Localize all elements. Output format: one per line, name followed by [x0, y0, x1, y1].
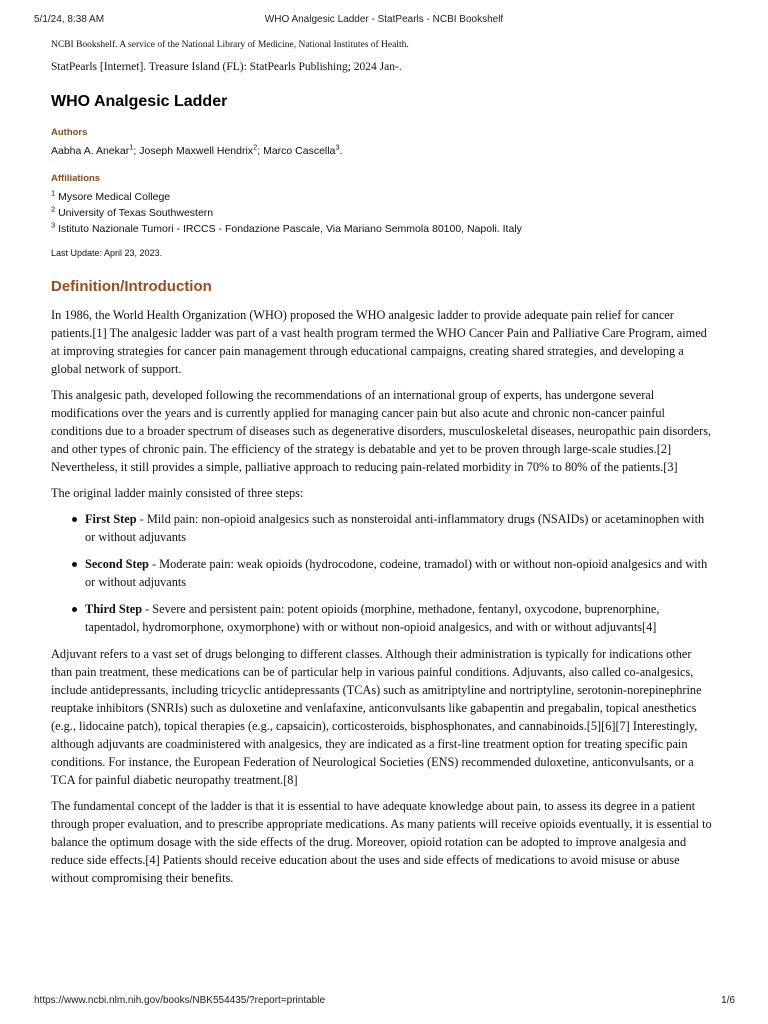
affiliation-num: 3 [51, 220, 56, 230]
last-update: Last Update: April 23, 2023. [51, 248, 163, 258]
author-name[interactable]: Aabha A. Anekar [51, 145, 130, 157]
citation: StatPearls [Internet]. Treasure Island (FL): StatPearls Publishing; 2024 Jan-. [51, 61, 402, 73]
paragraph: In 1986, the World Health Organization (WHO) proposed the WHO analgesic ladder to provide adequate pain relief for cancer patients.[1] The analgesic ladder was part of a vast health program termed the WHO Cancer Pain and Palliative Care Program, aimed at improving strategies for cancer pain management through educational campaigns, creating shared strategies, and developing a global network of support. [51, 308, 707, 376]
print-datetime: 5/1/24, 8:38 AM [34, 14, 105, 25]
affiliation-num: 1 [51, 188, 56, 198]
step-text: - Mild pain: non-opioid analgesics such as nonsteroidal anti-inflammatory drugs (NSAIDs) or acetaminophen with or without adjuvants [85, 512, 705, 544]
ladder-steps-list [51, 510, 713, 636]
step-name: First Step [85, 512, 137, 526]
step-text: - Severe and persistent pain: potent opioids (morphine, methadone, fentanyl, oxycodone, buprenorphine, tapentadol, hydromorphone, oxymorphone) with or without non-opioid analgesics, and with or without adjuvants[4] [85, 602, 660, 634]
list-item [85, 555, 713, 591]
paragraph: This analgesic path, developed following the recommendations of an international group of experts, has undergone several modifications over the years and is currently applied for managing cancer pain but also acute and chronic non-cancer painful conditions due to a broader spectrum of diseases such as degenerative disorders, musculoskeletal diseases, neuropathic pain disorders, and other types of chronic pain. The efficiency of the strategy is debatable and yet to be proven through large-scale studies.[2] Nevertheless, it still provides a simple, palliative approach to reducing pain-related morbidity in 70% to 80% of the patients.[3] [51, 388, 712, 474]
affiliation-list [51, 189, 713, 237]
article [51, 38, 713, 887]
affiliation-item [51, 221, 713, 237]
step-name: Second Step [85, 557, 149, 571]
affiliation-item [51, 205, 713, 221]
page-title: WHO Analgesic Ladder [51, 93, 228, 110]
list-item [85, 600, 713, 636]
affiliation-text: Mysore Medical College [58, 191, 171, 203]
print-footer [0, 995, 768, 1011]
page-number: 1/6 [721, 995, 735, 1006]
affiliation-item [51, 189, 713, 205]
print-header [0, 14, 768, 30]
bookshelf-note: NCBI Bookshelf. A service of the National Library of Medicine, National Institutes of Health. [51, 40, 409, 50]
paragraph: The original ladder mainly consisted of three steps: [51, 486, 304, 500]
section-heading: Definition/Introduction [51, 278, 212, 295]
paragraph: The fundamental concept of the ladder is that it is essential to have adequate knowledge about pain, to assess its degree in a patient through proper evaluation, and to prescribe appropriate medications. As many patients will receive opioids eventually, it is essential to balance the optimum dosage with the side effects of the drug. Moreover, opioid rotation can be adopted to improve analgesia and reduce side effects.[4] Patients should receive education about the uses and side effects of medications to avoid misuse or abuse without compromising their benefits. [51, 799, 712, 885]
author-list [51, 143, 713, 159]
print-doc-title: WHO Analgesic Ladder - StatPearls - NCBI Bookshelf [264, 14, 504, 25]
affiliation-num: 2 [51, 204, 56, 214]
authors-label: Authors [51, 127, 88, 138]
author-sup: 3 [335, 142, 340, 152]
author-name[interactable]: Marco Cascella [263, 145, 336, 157]
author-sep: ; [257, 145, 264, 157]
affiliations-label: Affiliations [51, 173, 101, 184]
author-sup: 1 [129, 142, 134, 152]
author-name[interactable]: Joseph Maxwell Hendrix [139, 145, 254, 157]
print-url[interactable]: https://www.ncbi.nlm.nih.gov/books/NBK554435/?report=printable [34, 995, 326, 1006]
list-item [85, 510, 713, 546]
paragraph: Adjuvant refers to a vast set of drugs belonging to different classes. Although their administration is typically for indications other than pain treatment, these medications can be of particular help in various painful conditions. Adjuvants, also called co-analgesics, include antidepressants, including tricyclic antidepressants (TCAs) such as amitriptyline and nortriptyline, serotonin-norepinephrine reuptake inhibitors (SNRIs) such as duloxetine and venlafaxine, anticonvulsants like gabapentin and pregabalin, topical anesthetics (e.g., lidocaine patch), topical therapies (e.g., capsaicin), corticosteroids, bisphosphonates, and cannabinoids.[5][6][7] Interestingly, although adjuvants are coadministered with analgesics, they are indicated as a first-line treatment option for treating specific pain conditions. For instance, the European Federation of Neurological Societies (ENS) recommended duloxetine, anticonvulsants, or a TCA for painful diabetic neuropathy treatment.[8] [51, 647, 702, 787]
author-sup: 2 [253, 142, 258, 152]
author-sep: ; [133, 145, 140, 157]
affiliation-text: University of Texas Southwestern [58, 207, 214, 219]
affiliation-text: Istituto Nazionale Tumori - IRCCS - Fondazione Pascale, Via Mariano Semmola 80100, Napoli. Italy [58, 223, 522, 235]
author-sep: . [339, 145, 343, 157]
step-name: Third Step [85, 602, 143, 616]
step-text: - Moderate pain: weak opioids (hydrocodone, codeine, tramadol) with or without non-opioid analgesics and with or without adjuvants [85, 557, 708, 589]
